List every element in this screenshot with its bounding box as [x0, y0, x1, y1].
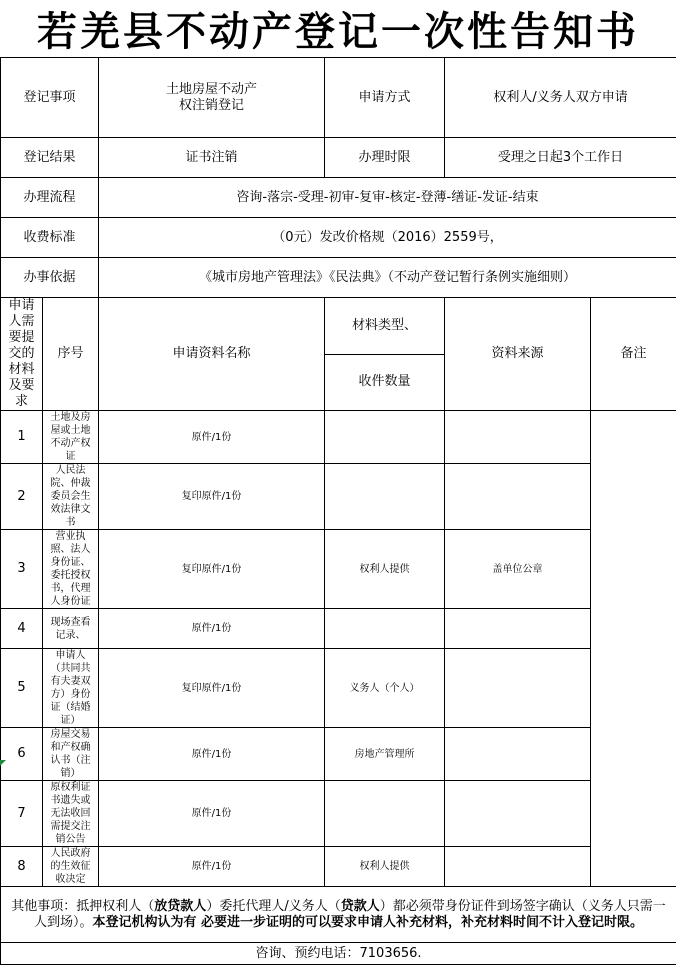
contact-phone: 咨询、预约电话：7103656.: [1, 943, 676, 965]
table-row: [1, 530, 676, 609]
table-row: [1, 728, 676, 781]
material-source: 权利人提供: [325, 530, 445, 609]
page-title: 若羌县不动产登记一次性告知书: [0, 0, 676, 57]
registration-result-label: 登记结果: [1, 138, 99, 178]
notice-table: [0, 57, 676, 965]
fee-label: 收费标准: [1, 218, 99, 258]
material-no: 7: [1, 781, 43, 847]
material-source: 房地产管理所: [325, 728, 445, 781]
material-no: 8: [1, 847, 43, 887]
material-remark: [445, 847, 591, 887]
material-source: [325, 411, 445, 464]
material-no: 3: [1, 530, 43, 609]
material-type: 原件/1份: [99, 781, 325, 847]
material-name: 申请人（共同共有夫妻双方）身份证（结婚证）: [43, 649, 99, 728]
material-type: 原件/1份: [99, 411, 325, 464]
header-remark: 备注: [591, 298, 676, 411]
material-name: 土地及房屋或土地不动产权证: [43, 411, 99, 464]
registration-item-value: [99, 58, 325, 138]
row-registration-result: [1, 138, 676, 178]
row-other-notes: [1, 887, 676, 943]
material-name: 原权利证书遗失或无法收回需提交注销公告: [43, 781, 99, 847]
table-row: [1, 464, 676, 530]
table-row: [1, 847, 676, 887]
material-name: 人民政府的生效征收决定: [43, 847, 99, 887]
material-name: 人民法院、仲裁委员会生效法律文书: [43, 464, 99, 530]
material-source: 权利人提供: [325, 847, 445, 887]
row-basis: [1, 258, 676, 298]
header-no: 序号: [43, 298, 99, 411]
registration-item-line2: 权注销登记: [102, 98, 321, 114]
material-no: 4: [1, 609, 43, 649]
header-type-line2: 收件数量: [325, 354, 445, 411]
registration-item-line1: 土地房屋不动产: [102, 82, 321, 98]
row-contact: [1, 943, 676, 965]
material-type: 复印原件/1份: [99, 530, 325, 609]
process-value: 咨询-落宗-受理-初审-复审-核定-登薄-缮证-发证-结束: [99, 178, 676, 218]
process-label: 办理流程: [1, 178, 99, 218]
material-no: 6: [1, 728, 43, 781]
material-type: 复印原件/1份: [99, 649, 325, 728]
material-remark: [445, 728, 591, 781]
material-no: 2: [1, 464, 43, 530]
material-type: 原件/1份: [99, 609, 325, 649]
material-name: 营业执照、法人身份证、委托授权书，代理人身份证: [43, 530, 99, 609]
materials-side-label: 申请人需要提交的材料及要求: [1, 298, 43, 411]
material-source: [325, 781, 445, 847]
material-type: 原件/1份: [99, 847, 325, 887]
row-registration-item: [1, 58, 676, 138]
material-name: 现场查看记录、: [43, 609, 99, 649]
table-row: [1, 781, 676, 847]
processing-time-label: 办理时限: [325, 138, 445, 178]
material-remark: 盖单位公章: [445, 530, 591, 609]
table-row: [1, 649, 676, 728]
processing-time-value: 受理之日起3个工作日: [445, 138, 676, 178]
header-name: 申请资料名称: [99, 298, 325, 411]
material-remark: [445, 649, 591, 728]
material-name: 房屋交易和产权确认书（注销）: [43, 728, 99, 781]
header-type-line1: 材料类型、: [325, 298, 445, 355]
cell-corner-marker: [0, 760, 6, 766]
application-method-label: 申请方式: [325, 58, 445, 138]
material-no: 1: [1, 411, 43, 464]
row-process: [1, 178, 676, 218]
material-remark: [445, 781, 591, 847]
material-type: 复印原件/1份: [99, 464, 325, 530]
header-source: 资料来源: [445, 298, 591, 411]
application-method-value: 权利人/义务人双方申请: [445, 58, 676, 138]
material-remark: [445, 609, 591, 649]
registration-result-value: 证书注销: [99, 138, 325, 178]
materials-header-row-1: [1, 298, 676, 355]
other-notes: 其他事项：抵押权利人（放贷款人）委托代理人/义务人（贷款人）都必须带身份证件到场签字确认（义务人只需一人到场）。本登记机构认为有 必要进一步证明的可以要求申请人补充材料，补充材料时间不计入登记时限。: [1, 887, 676, 943]
material-source: [325, 609, 445, 649]
basis-value: 《城市房地产管理法》《民法典》（不动产登记暂行条例实施细则）: [99, 258, 676, 298]
fee-value: （0元）发改价格规（2016）2559号，: [99, 218, 676, 258]
material-remark: [445, 464, 591, 530]
material-remark: [445, 411, 591, 464]
material-type: 原件/1份: [99, 728, 325, 781]
material-no: 5: [1, 649, 43, 728]
basis-label: 办事依据: [1, 258, 99, 298]
material-source: [325, 464, 445, 530]
registration-item-label: 登记事项: [1, 58, 99, 138]
material-source: 义务人（个人）: [325, 649, 445, 728]
row-fee: [1, 218, 676, 258]
table-row: [1, 609, 676, 649]
table-row: [1, 411, 676, 464]
